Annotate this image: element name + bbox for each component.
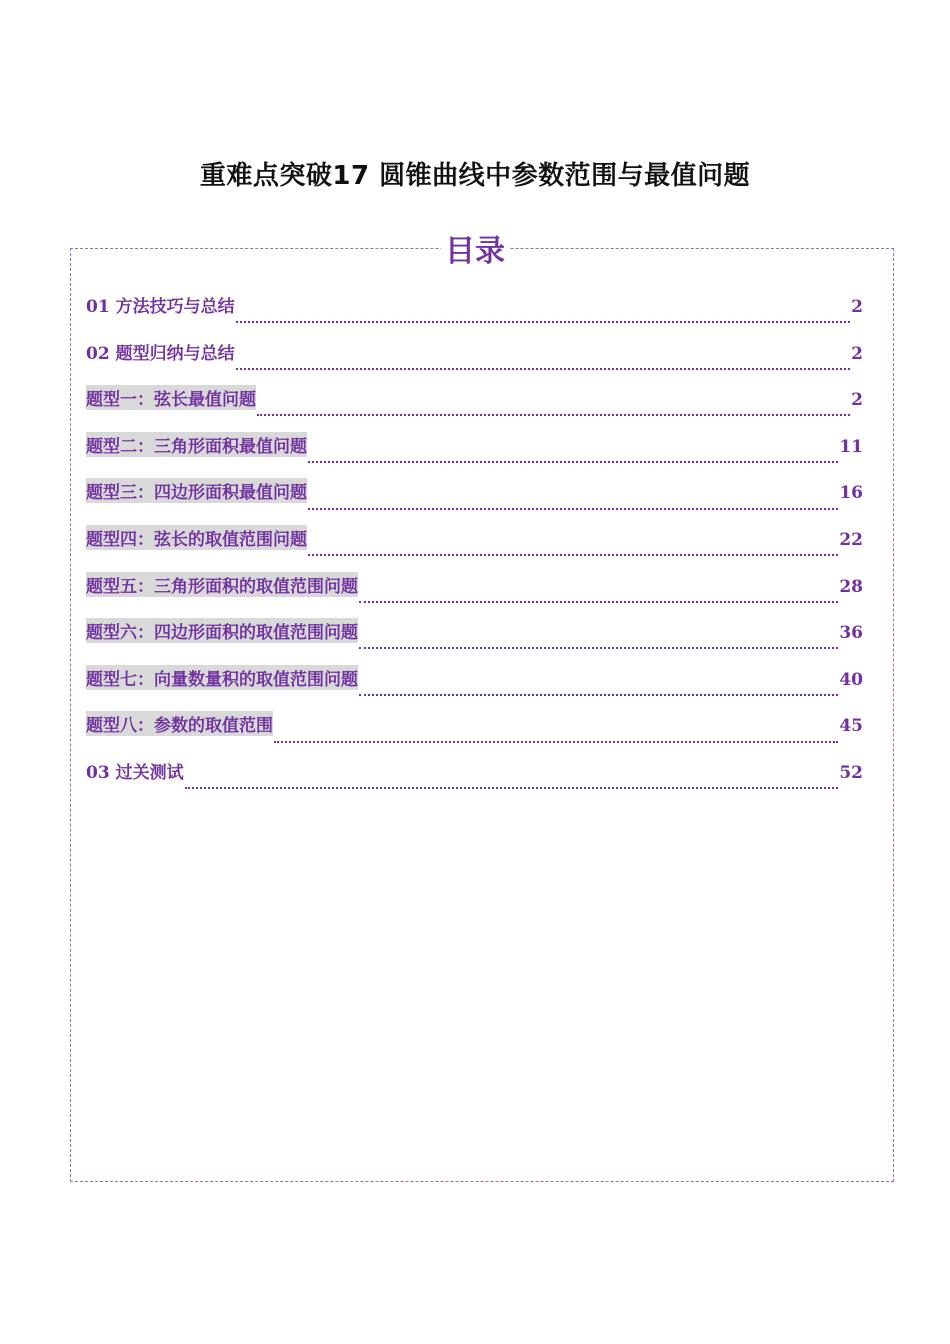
toc-item-page: 2: [851, 390, 863, 411]
toc-item[interactable]: [86, 292, 863, 339]
toc-item-label: 题型四：弦长的取值范围问题: [86, 525, 307, 550]
toc-leader-dots: [236, 321, 851, 323]
toc-leader-dots: [359, 694, 838, 696]
toc-item-label: 题型八：参数的取值范围: [86, 711, 273, 736]
toc-item[interactable]: [86, 711, 863, 758]
toc-heading: 目录: [441, 230, 509, 274]
toc-item-page: 40: [839, 669, 863, 690]
toc-item-label: 题型五：三角形面积的取值范围问题: [86, 572, 358, 597]
toc-leader-dots: [185, 787, 839, 789]
toc-item[interactable]: [86, 618, 863, 665]
toc-leader-dots: [308, 554, 838, 556]
toc-item-page: 52: [839, 762, 863, 783]
toc-item-page: 2: [851, 343, 863, 364]
toc-item-label: 题型一：弦长最值问题: [86, 385, 256, 410]
toc-item-page: 11: [839, 436, 863, 457]
toc-leader-dots: [359, 647, 838, 649]
toc-item-page: 16: [839, 483, 863, 504]
toc-list: [86, 292, 863, 805]
toc-item-page: 28: [839, 576, 863, 597]
toc-item[interactable]: [86, 525, 863, 572]
toc-item[interactable]: [86, 758, 863, 805]
toc-leader-dots: [308, 461, 838, 463]
toc-item[interactable]: [86, 432, 863, 479]
toc-item-page: 2: [851, 297, 863, 317]
toc-item[interactable]: [86, 385, 863, 432]
toc-item-page: 36: [839, 623, 863, 644]
toc-leader-dots: [257, 414, 850, 416]
toc-item-label: 题型二：三角形面积最值问题: [86, 432, 307, 457]
toc-item[interactable]: [86, 665, 863, 712]
toc-item[interactable]: [86, 339, 863, 386]
toc-item-page: 45: [839, 716, 863, 737]
toc-item-label: 01 方法技巧与总结: [86, 297, 235, 317]
toc-leader-dots: [274, 741, 838, 743]
toc-item-label: 题型六：四边形面积的取值范围问题: [86, 618, 358, 643]
toc-item-label: 02 题型归纳与总结: [86, 343, 235, 364]
document-title: 重难点突破17 圆锥曲线中参数范围与最值问题: [199, 161, 751, 191]
toc-item-label: 题型七：向量数量积的取值范围问题: [86, 665, 358, 690]
toc-item[interactable]: [86, 572, 863, 619]
toc-heading-wrap: [0, 230, 950, 274]
toc-item[interactable]: [86, 478, 863, 525]
toc-leader-dots: [308, 508, 838, 510]
toc-leader-dots: [359, 601, 838, 603]
toc-item-label: 题型三：四边形面积最值问题: [86, 478, 307, 503]
toc-leader-dots: [236, 368, 851, 370]
toc-item-page: 22: [839, 529, 863, 550]
toc-item-label: 03 过关测试: [86, 762, 184, 783]
